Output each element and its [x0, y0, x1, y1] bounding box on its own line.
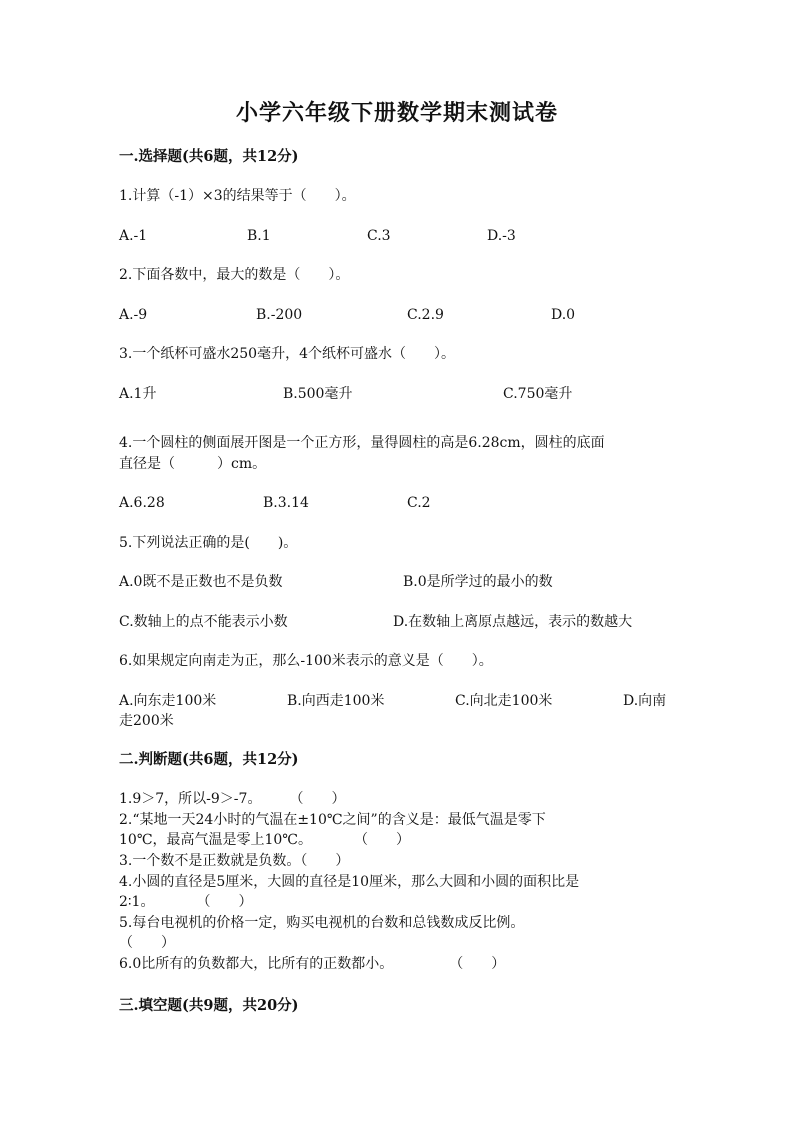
q2-option-c: C.2.9	[407, 307, 444, 323]
q4-option-b: B.3.14	[263, 495, 309, 511]
page-title: 小学六年级下册数学期末测试卷	[235, 100, 558, 126]
q5-option-c: C.数轴上的点不能表示小数	[119, 614, 288, 630]
judgement-6: 6.0比所有的负数都大，比所有的正数都小。 （ ）	[119, 956, 506, 972]
q6-option-b: B.向西走100米	[287, 693, 385, 709]
judgement-5-line-1: 5.每台电视机的价格一定，购买电视机的台数和总钱数成反比例。	[119, 915, 525, 931]
judgement-1: 1.9＞7，所以-9＞-7。 （ ）	[119, 791, 346, 807]
judgement-4-line-1: 4.小圆的直径是5厘米，大圆的直径是10厘米，那么大圆和小圆的面积比是	[119, 874, 580, 890]
q1-option-c: C.3	[367, 228, 391, 244]
q1-option-a: A.-1	[119, 228, 148, 244]
q1-option-b: B.1	[247, 228, 271, 244]
q2-option-b: B.-200	[256, 307, 303, 323]
judgement-4-line-2: 2∶1。 （ ）	[119, 894, 253, 910]
q3-option-c: C.750毫升	[503, 386, 573, 402]
q3-option-b: B.500毫升	[283, 386, 353, 402]
question-4-line-2: 直径是（ ）cm。	[119, 456, 267, 472]
q6-option-d-continued: 走200米	[119, 713, 174, 729]
q2-option-d: D.0	[551, 307, 576, 323]
question-3: 3.一个纸杯可盛水250毫升，4个纸杯可盛水（ ）。	[119, 346, 455, 362]
judgement-2-line-2: 10℃，最高气温是零上10℃。 （ ）	[119, 832, 410, 848]
q1-option-d: D.-3	[487, 228, 516, 244]
section-heading-fill-in: 三.填空题(共9题，共20分)	[119, 997, 299, 1014]
question-5: 5.下列说法正确的是( )。	[119, 535, 298, 551]
q4-option-c: C.2	[407, 495, 431, 511]
q5-option-b: B.0是所学过的最小的数	[403, 574, 553, 590]
q2-option-a: A.-9	[119, 307, 148, 323]
q6-option-d: D.向南	[623, 693, 667, 709]
q4-option-a: A.6.28	[119, 495, 165, 511]
judgement-5-line-2: （ ）	[119, 935, 175, 951]
section-heading-judgement: 二.判断题(共6题，共12分)	[119, 751, 299, 768]
question-2: 2.下面各数中，最大的数是（ ）。	[119, 267, 350, 283]
q6-option-a: A.向东走100米	[119, 693, 217, 709]
judgement-3: 3.一个数不是正数就是负数。（ ）	[119, 853, 350, 869]
question-4-line-1: 4.一个圆柱的侧面展开图是一个正方形，量得圆柱的高是6.28cm，圆柱的底面	[119, 435, 605, 451]
section-heading-choice: 一.选择题(共6题，共12分)	[119, 148, 299, 165]
q5-option-a: A.0既不是正数也不是负数	[119, 574, 283, 590]
question-6: 6.如果规定向南走为正，那么-100米表示的意义是（ ）。	[119, 653, 493, 669]
judgement-2-line-1: 2.“某地一天24小时的气温在±10℃之间”的含义是：最低气温是零下	[119, 812, 546, 828]
q3-option-a: A.1升	[119, 386, 157, 402]
q5-option-d: D.在数轴上离原点越远，表示的数越大	[393, 614, 633, 630]
question-1: 1.计算（-1）×3的结果等于（ ）。	[119, 188, 356, 204]
q6-option-c: C.向北走100米	[455, 693, 553, 709]
